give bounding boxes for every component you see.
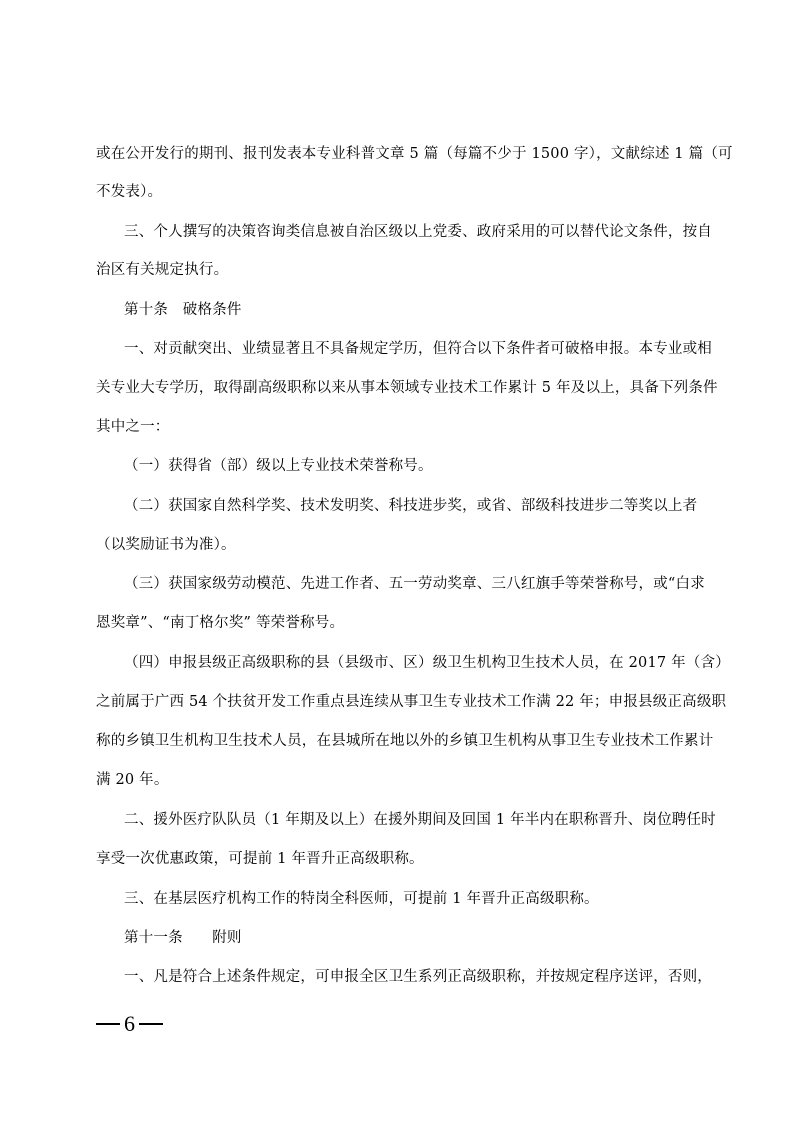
text-line: 其中之一： bbox=[96, 419, 170, 435]
text-line: 或在公开发行的期刊、报刊发表本专业科普文章 5 篇（每篇不少于 1500 字），文献综述 1 篇（可 bbox=[96, 146, 733, 162]
text-line: 之前属于广西 54 个扶贫开发工作重点县连续从事卫生专业技术工作满 22 年；申报县级正高级职 bbox=[96, 694, 727, 710]
text-line: 二、援外医疗队队员（1 年期及以上）在援外期间及回国 1 年半内在职称晋升、岗位聘任时 bbox=[124, 812, 716, 828]
text-line: （一）获得省（部）级以上专业技术荣誉称号。 bbox=[124, 458, 433, 474]
text-line: 三、在基层医疗机构工作的特岗全科医师，可提前 1 年晋升正高级职称。 bbox=[124, 891, 599, 907]
text-line: 三、个人撰写的决策咨询类信息被自治区级以上党委、政府采用的可以替代论文条件，按自 bbox=[124, 224, 712, 240]
text-line: 不发表）。 bbox=[96, 184, 163, 200]
text-line: （三）获国家级劳动模范、先进工作者、五一劳动奖章、三八红旗手等荣誉称号，或“白求 bbox=[124, 576, 705, 592]
text-line: 称的乡镇卫生机构卫生技术人员，在县城所在地以外的乡镇卫生机构从事卫生专业技术工作累计 bbox=[96, 733, 714, 749]
text-line: 一、凡是符合上述条件规定，可申报全区卫生系列正高级职称，并按规定程序送评，否则， bbox=[124, 969, 712, 985]
text-line: （二）获国家自然科学奖、技术发明奖、科技进步奖，或省、部级科技进步二等奖以上者 bbox=[124, 498, 698, 514]
text-line: 满 20 年。 bbox=[96, 772, 169, 788]
text-line: 一、对贡献突出、业绩显著且不具备规定学历，但符合以下条件者可破格申报。本专业或相 bbox=[124, 341, 712, 357]
article-heading: 第十一条 附则 bbox=[124, 930, 242, 946]
article-heading: 第十条 破格条件 bbox=[124, 302, 242, 318]
text-line: 恩奖章”、“南丁格尔奖” 等荣誉称号。 bbox=[96, 615, 345, 631]
dash-left bbox=[96, 1023, 120, 1025]
text-line: 享受一次优惠政策，可提前 1 年晋升正高级职称。 bbox=[96, 851, 424, 867]
dash-right bbox=[139, 1023, 163, 1025]
text-line: 治区有关规定执行。 bbox=[96, 262, 229, 278]
text-line: 关专业大专学历，取得副高级职称以来从事本领域专业技术工作累计 5 年及以上，具备下列条件 bbox=[96, 380, 718, 396]
page-number: 6 bbox=[124, 1011, 135, 1036]
text-line: （四）申报县级正高级职称的县（县级市、区）级卫生机构卫生技术人员，在 2017 年（含） bbox=[124, 655, 730, 671]
text-line: （以奖励证书为准）。 bbox=[96, 537, 236, 553]
page-footer bbox=[96, 1012, 163, 1036]
